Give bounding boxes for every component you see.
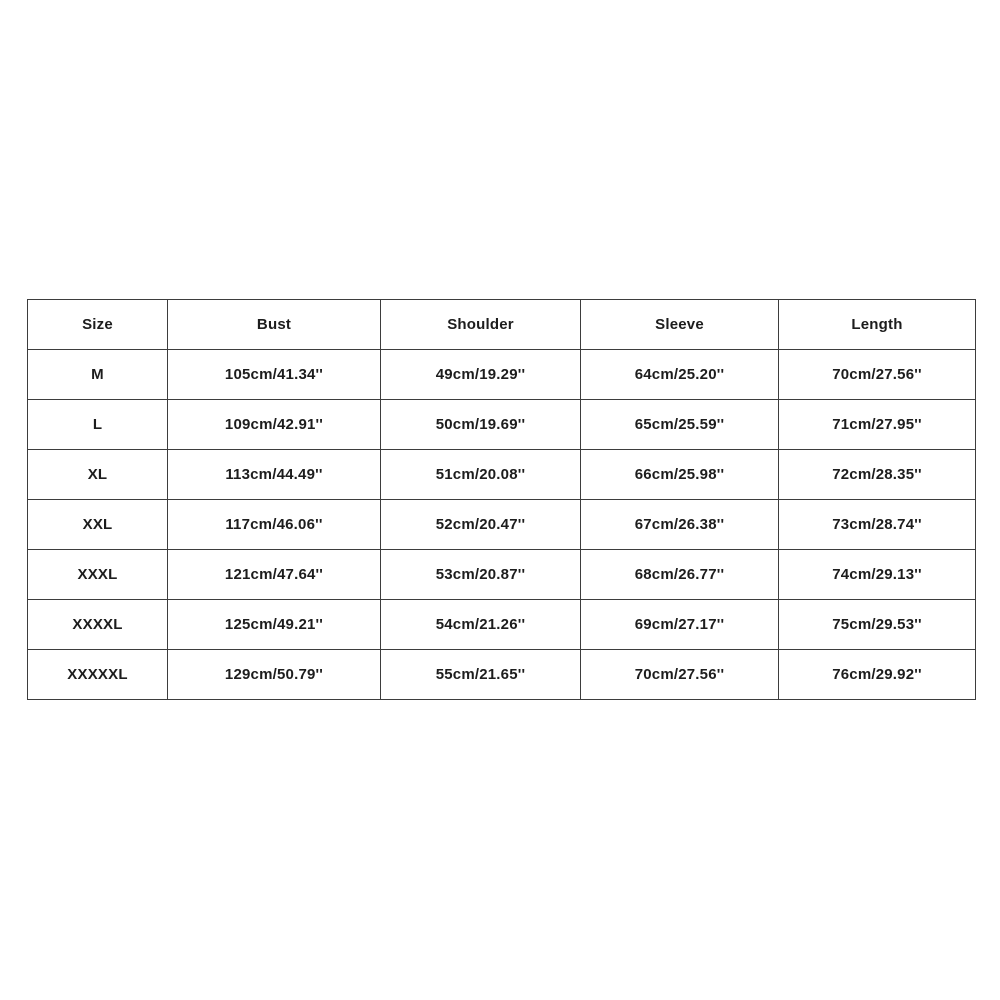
- bust-cell: 125cm/49.21'': [168, 600, 381, 650]
- table-row: [28, 500, 976, 550]
- shoulder-cell: 52cm/20.47'': [381, 500, 581, 550]
- col-header-sleeve: Sleeve: [581, 300, 779, 350]
- table-row: [28, 350, 976, 400]
- sleeve-cell: 70cm/27.56'': [581, 650, 779, 700]
- shoulder-cell: 49cm/19.29'': [381, 350, 581, 400]
- length-cell: 75cm/29.53'': [779, 600, 976, 650]
- size-cell: M: [28, 350, 168, 400]
- table-row: [28, 600, 976, 650]
- size-cell: XXXL: [28, 550, 168, 600]
- sleeve-cell: 67cm/26.38'': [581, 500, 779, 550]
- bust-cell: 109cm/42.91'': [168, 400, 381, 450]
- size-cell: L: [28, 400, 168, 450]
- size-cell: XXXXXL: [28, 650, 168, 700]
- col-header-size: Size: [28, 300, 168, 350]
- table-row: [28, 400, 976, 450]
- table-row: [28, 550, 976, 600]
- bust-cell: 117cm/46.06'': [168, 500, 381, 550]
- length-cell: 74cm/29.13'': [779, 550, 976, 600]
- bust-cell: 129cm/50.79'': [168, 650, 381, 700]
- size-cell: XXXXL: [28, 600, 168, 650]
- bust-cell: 105cm/41.34'': [168, 350, 381, 400]
- shoulder-cell: 53cm/20.87'': [381, 550, 581, 600]
- length-cell: 70cm/27.56'': [779, 350, 976, 400]
- length-cell: 73cm/28.74'': [779, 500, 976, 550]
- length-cell: 71cm/27.95'': [779, 400, 976, 450]
- length-cell: 76cm/29.92'': [779, 650, 976, 700]
- size-chart-table: [27, 299, 976, 700]
- shoulder-cell: 50cm/19.69'': [381, 400, 581, 450]
- bust-cell: 121cm/47.64'': [168, 550, 381, 600]
- table-header-row: [28, 300, 976, 350]
- table-row: [28, 450, 976, 500]
- col-header-bust: Bust: [168, 300, 381, 350]
- sleeve-cell: 68cm/26.77'': [581, 550, 779, 600]
- shoulder-cell: 54cm/21.26'': [381, 600, 581, 650]
- size-cell: XL: [28, 450, 168, 500]
- bust-cell: 113cm/44.49'': [168, 450, 381, 500]
- col-header-shoulder: Shoulder: [381, 300, 581, 350]
- shoulder-cell: 51cm/20.08'': [381, 450, 581, 500]
- sleeve-cell: 64cm/25.20'': [581, 350, 779, 400]
- size-cell: XXL: [28, 500, 168, 550]
- sleeve-cell: 66cm/25.98'': [581, 450, 779, 500]
- col-header-length: Length: [779, 300, 976, 350]
- length-cell: 72cm/28.35'': [779, 450, 976, 500]
- sleeve-cell: 69cm/27.17'': [581, 600, 779, 650]
- shoulder-cell: 55cm/21.65'': [381, 650, 581, 700]
- table-row: [28, 650, 976, 700]
- sleeve-cell: 65cm/25.59'': [581, 400, 779, 450]
